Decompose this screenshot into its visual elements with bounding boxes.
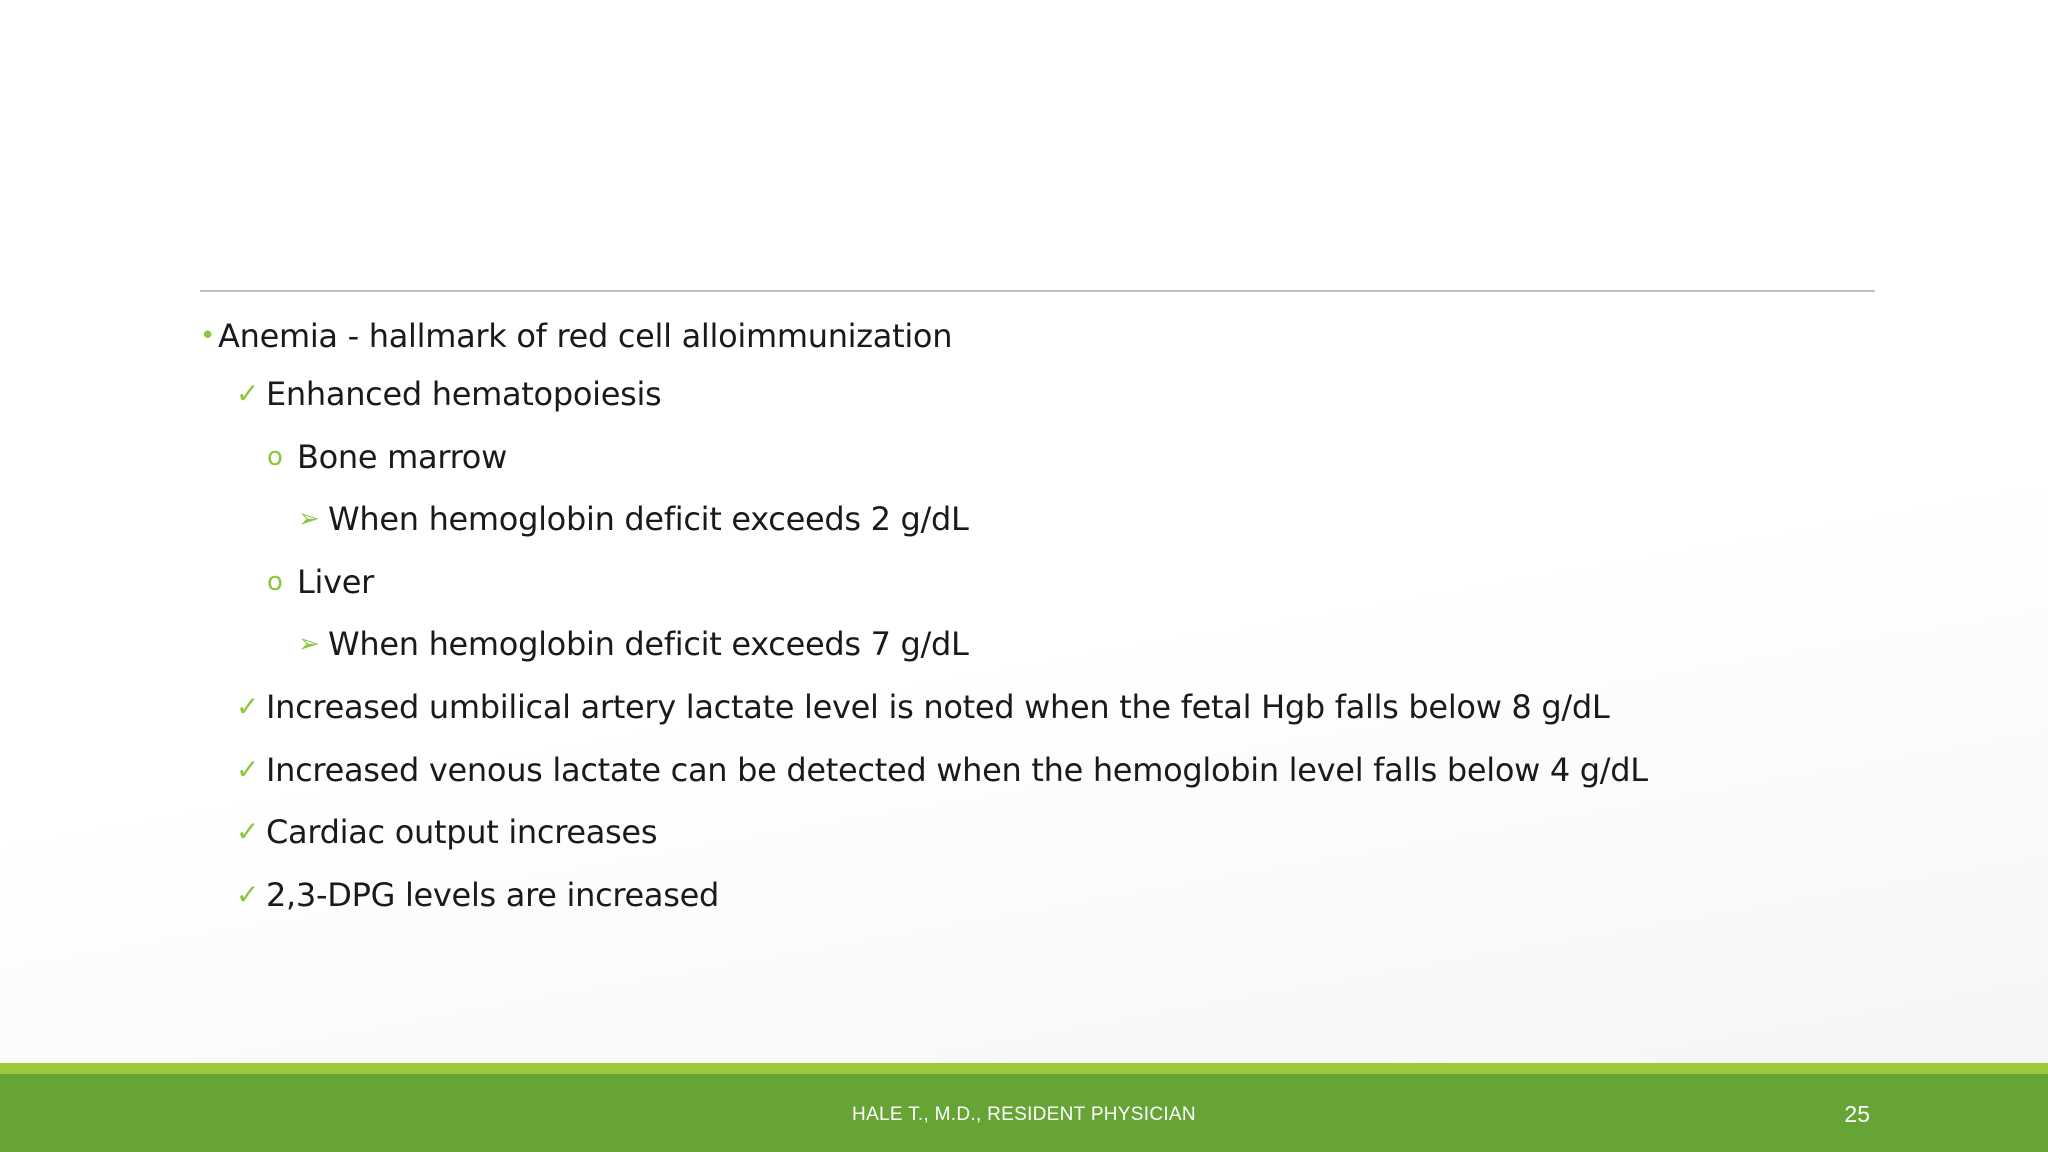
footer-accent-stripe: [0, 1063, 2048, 1074]
arrow-bullet-icon: ➢: [298, 629, 320, 660]
checkmark-icon: ✓: [236, 377, 260, 410]
checkmark-icon: ✓: [236, 815, 260, 849]
page-number: 25: [1844, 1101, 1870, 1127]
bullet-item: [200, 808, 1900, 871]
bullet-text: Bone marrow: [297, 437, 507, 476]
circle-bullet-icon: o: [267, 441, 283, 472]
bullet-text: When hemoglobin deficit exceeds 2 g/dL: [328, 500, 969, 539]
bullet-text: Increased venous lactate can be detected when the hemoglobin level falls below 4 g/dL: [266, 750, 1648, 789]
bullet-text: Enhanced hematopoiesis: [266, 375, 662, 413]
bullet-item: [200, 433, 1900, 496]
bullet-text: Liver: [297, 562, 375, 601]
checkmark-icon: ✓: [236, 752, 260, 786]
circle-bullet-icon: o: [267, 566, 283, 597]
bullet-item: [200, 370, 1900, 433]
checkmark-icon: ✓: [236, 877, 260, 911]
footer-author: HALE T., M.D., RESIDENT PHYSICIAN: [852, 1104, 1196, 1125]
bullet-text: Increased umbilical artery lactate level is noted when the fetal Hgb falls below 8 g/dL: [266, 687, 1610, 726]
bullet-list: [200, 312, 1900, 933]
bullet-dot-icon: •: [200, 321, 216, 351]
checkmark-icon: ✓: [236, 689, 260, 723]
bullet-text: When hemoglobin deficit exceeds 7 g/dL: [328, 625, 969, 664]
bullet-item: [200, 871, 1900, 934]
title-divider: [200, 290, 1875, 292]
bullet-text: 2,3-DPG levels are increased: [266, 875, 719, 914]
bullet-item: [200, 746, 1900, 809]
bullet-text: Anemia - hallmark of red cell alloimmunization: [218, 317, 953, 355]
bullet-item: [200, 558, 1900, 621]
bullet-item: [200, 620, 1900, 683]
arrow-bullet-icon: ➢: [298, 504, 320, 535]
bullet-text: Cardiac output increases: [266, 813, 658, 852]
bullet-item: [200, 312, 1900, 370]
bullet-item: [200, 495, 1900, 558]
bullet-item: [200, 683, 1900, 746]
